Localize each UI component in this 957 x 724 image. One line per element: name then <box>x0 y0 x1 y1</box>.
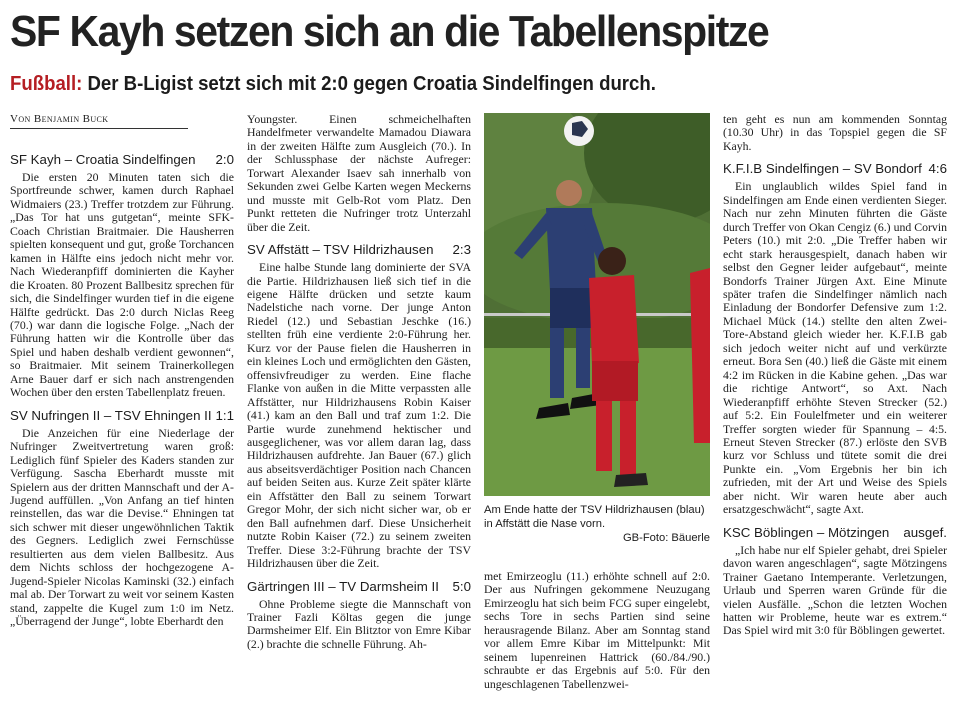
paragraph: ten geht es nun am kommenden Sonntag (10.30 Uhr) in das Topspiel gegen die SF Kayh. <box>723 113 947 153</box>
match-score: 5:0 <box>452 578 471 594</box>
match-score: 2:0 <box>215 152 234 167</box>
match-teams: K.F.I.B Sindelfingen – SV Bondorf <box>723 161 922 177</box>
headline: SF Kayh setzen sich an die Tabellenspitze <box>10 7 769 56</box>
photo-credit: GB-Foto: Bäuerle <box>622 532 710 544</box>
article-column-1 <box>10 152 234 720</box>
byline: Von Benjamin Buck <box>10 111 188 129</box>
match-teams: KSC Böblingen – Mötzingen <box>723 524 890 540</box>
match-score: 2:3 <box>452 242 471 258</box>
match-teams: SV Affstätt – TSV Hildrizhausen <box>247 242 434 258</box>
paragraph: Die Anzeichen für eine Niederlage der Nufringer Zweitvertretung waren groß: Lediglich fünf Spieler des Kaders standen zur Verfügung. Sascha Eberhardt musste mit Spielern aus der dritten Mannschaft und der A-Jugend auffüllen. „Von Anfang an tief hinten reinstellen, das war die Devise.“ Ehningen tat sich schwer mit dieser ungewöhnlichen Taktik des Gegners. Lediglich zwei Fernschüsse resultierten aus dem vielen Ballbesitz. Aus dem Nichts schloss der hochgezogene A-Jugend-Spieler Nicolas Kaminski (32.) einfach mal ab. Der Torwart zu weit vor seinem Kasten stand, zappelte die Kugel zum 1:0 im Netz. „Überragend der Junge“, lobte Eberhardt den <box>10 425 234 629</box>
article-column-2 <box>247 113 471 720</box>
match-heading <box>247 242 471 258</box>
match-score: ausgef. <box>903 524 947 540</box>
caption-text: Am Ende hatte der TSV Hildrizhausen (blau) in Affstätt die Nase vorn. <box>484 504 705 530</box>
match-heading <box>10 408 234 424</box>
ball-icon <box>564 116 594 146</box>
photo-caption <box>484 503 710 545</box>
paragraph: Die ersten 20 Minuten taten sich die Sportfreunde schwer, kamen durch Raphael Widmaiers (23.) Treffer trotzdem zur Führung. „Das Tor hat uns gutgetan“, meinte SFK-Coach Christian Braitmaier. Die Hausherren spielten konsequent und gut, große Torchancen kamen in Hälfte eins jedoch nicht mehr vor. Nach Wiederanpfiff dominierten die Kayher die Kroaten. 80 Prozent Ballbesitz sprechen für sich, die Sindelfinger wurden tief in die eigene Hälfte gedrückt. Das 2:0 durch Niclas Reeg (70.) war dann die logische Folge. „Nach der Führung hatten wir die Kontrolle über das Spiel und haben deshalb verdient gewonnen“, so Braitmaier. Mit seinem Trainerkollegen Arne Bauer darf er sich nach anstrengenden Wochen über den ersten Tabellenplatz freuen. <box>10 170 234 400</box>
match-score: 4:6 <box>928 161 947 177</box>
paragraph: Ein unglaublich wildes Spiel fand in Sindelfingen am Ende einen verdienten Sieger. Nach nur zehn Minuten führten die Gäste durch Treffer von Okan Cengiz (6.) und Corvin Peters (10.) mit 2:0. „Die Treffer haben wir echt stark herausgespielt, danach haben wir selbst den Gegner leider aufgebaut“, meinte Bondorfs Trainer Jürgen Axt. Eine Minute später trafen die Sindelfinger nämlich nach Einladung der Bondorfer Defensive zum 1:2. Michael Mück (14.) stellte den alten Zwei-Tore-Abstand gleich wieder her. K.F.I.B gab sich jedoch weiter nicht auf und verkürzte erneut. Bora Sen (40.) ließ die Gäste mit einem 4:2 im Rücken in die Kabine gehen. „Das war die richtige Antwort“, so Axt. Nach Wiederanpfiff erhöhte Steven Strecker (52.) auf 5:2. Ein Foulelfmeter und ein weiterer Treffer sorgten wieder für Spannung – 4:5. Erneut Steven Strecker (87.) erlöste den SVB kurz vor Schluss und tütete somit die drei Punkte ein. „Vom Ergebnis her bin ich zufrieden, mit der Art und Weise des Spiels aber nicht. Wir waren heute aber auch ersatzgeschwächt“, sagte Axt. <box>723 179 947 517</box>
match-teams: Gärtringen III – TV Darmsheim II <box>247 578 439 594</box>
match-teams: SF Kayh – Croatia Sindelfingen <box>10 152 196 167</box>
paragraph: Eine halbe Stunde lang dominierte der SVA die Partie. Hildrizhausen ließ sich tief in die eigene Hälfte drücken und setzte kaum Nadelstiche nach vorne. Der junge Anton Riedel (12.) und Sebastian Jeschke (16.) stellten früh eine verdiente 2:0-Führung her. Kurz vor der Pause fielen die Hausherren in ein kleines Loch und ermöglichten den Gästen, offensivfreudiger zu werden. Eine flache Flanke von außen in die Mitte verpassten alle Affstätter, nur Hildrizhausens Robin Kaiser (41.) kam an den Ball und traf zum 1:2. Die Partie wurde zunehmend hektischer und ausgeglichener, was vor allem daran lag, dass Hildrizhausen aufdrehte. Jan Bauer (67.) glich aus abseitsverdächtiger Position nach Chancen auf beiden Seiten aus. Kurze Zeit später klärte ein Affstätter den Ball zu seinem Torwart Gregor Mohr, der sich nicht sicher war, ob er den Ball aufnehmen darf. Diese Unsicherheit nutzte Robin Kaiser (72.) zu seinem zweiten Treffer. Diese 3:2-Führung brachte der TSV Hildrizhausen über die Zeit. <box>247 260 471 571</box>
match-heading <box>10 152 234 168</box>
article-column-3 <box>484 570 710 720</box>
match-score: 1:1 <box>215 407 234 423</box>
match-heading <box>723 525 947 541</box>
paragraph: „Ich habe nur elf Spieler gehabt, drei Spieler davon waren angeschlagen“, sagte Mötzingens Trainer Gaetano Intemperante. Verletzungen, Urlaub und Sperren waren Gründe für die vielen Ausfälle. „Schon die letzten Wochen hatten wir Probleme, heute war es extrem.“ Das Spiel wird mit 3:0 für Böblingen gewertet. <box>723 542 947 638</box>
match-teams: SV Nufringen II – TSV Ehningen II <box>10 407 212 423</box>
subheadline <box>10 70 884 98</box>
article-column-4 <box>723 113 947 720</box>
match-heading <box>723 161 947 177</box>
paragraph: Youngster. Einen schmeichelhaften Handelfmeter verwandelte Mamadou Diawara in der zweiten Hälfte zum Ausgleich (70.). In der Schlussphase der nächste Aufreger: Torwart Alexander Isaev sah innerhalb von Sekunden zwei Gelbe Karten wegen Meckerns und musste mit Gelb-Rot vom Platz. Den Punkt retteten die Nufringer trotz Unterzahl über die Zeit. <box>247 113 471 234</box>
football-photo-illustration <box>484 113 710 496</box>
subhead-text: Der B-Ligist setzt sich mit 2:0 gegen Croatia Sindelfingen durch. <box>87 73 656 95</box>
paragraph: Ohne Probleme siegte die Mannschaft von Trainer Fazli Költas gegen die junge Darmsheimer Elf. Ein Blitztor von Emre Kibar (2.) brachte die schnelle Führung. Ah- <box>247 596 471 651</box>
subhead-kicker: Fußball: <box>10 73 83 95</box>
match-photo <box>484 113 710 496</box>
paragraph: met Emirzeoglu (11.) erhöhte schnell auf 2:0. Der aus Nufringen gekommene Neuzugang Emirzeoglu hat sich beim FCG super eingelebt, sechs Tore in sechs Partien sind seine herausragende Bilanz. Aber am Sonntag stand vor allem Emre Kibar im Mittelpunkt: Mit seinem lupenreinen Hattrick (60./84./90.) schraubte er das Ergebnis auf 5:0. Für den ungeschlagenen Tabellenzwei- <box>484 570 710 691</box>
match-heading <box>247 579 471 595</box>
